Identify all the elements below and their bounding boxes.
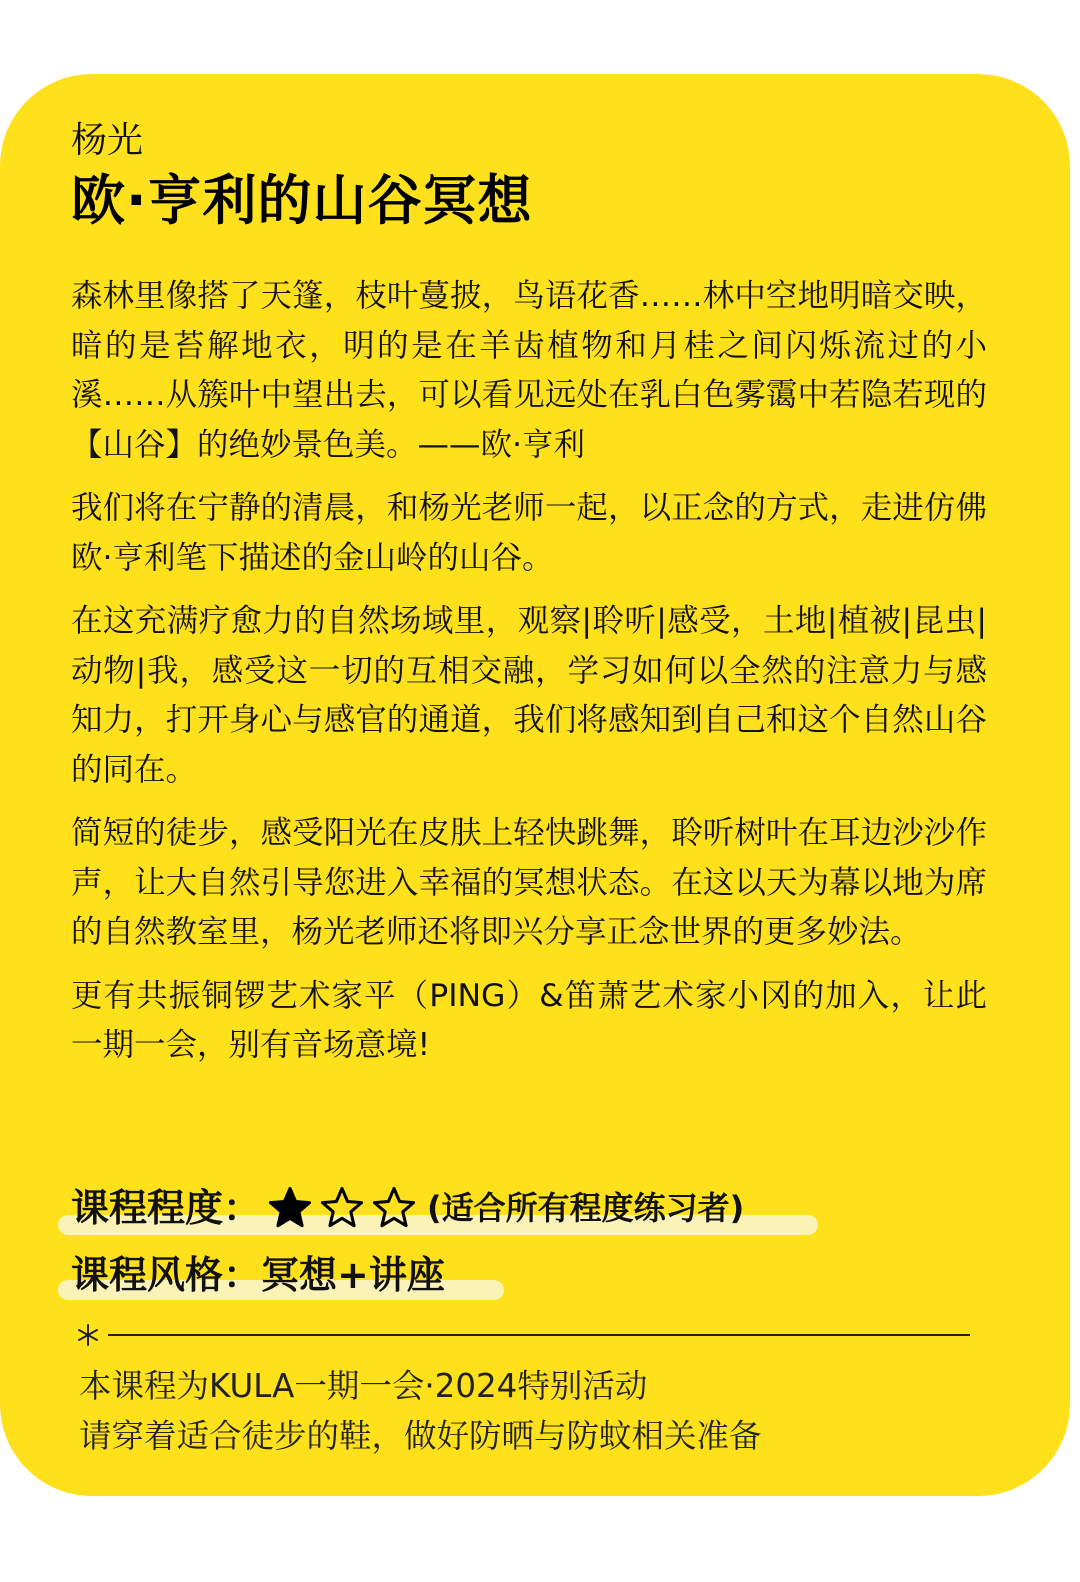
asterisk-icon xyxy=(79,1325,97,1345)
course-level-note: (适合所有程度练习者) xyxy=(427,1189,745,1227)
course-style-value: 冥想+讲座 xyxy=(261,1253,445,1297)
course-style-label: 课程风格： xyxy=(71,1253,262,1297)
star-outline-icon xyxy=(319,1185,365,1231)
description-paragraph: 我们将在宁静的清晨，和杨光老师一起，以正念的方式，走进仿佛欧·亨利笔下描述的金山岭的山谷。 xyxy=(71,490,987,576)
footer-notes xyxy=(79,1361,762,1461)
event-title: 欧·亨利的山谷冥想 xyxy=(71,169,533,232)
star-filled-icon xyxy=(267,1185,313,1231)
description xyxy=(71,272,987,1085)
rating-stars xyxy=(267,1185,423,1231)
star-outline-icon xyxy=(371,1185,417,1231)
course-level-label: 课程程度： xyxy=(71,1186,262,1230)
description-paragraph: 简短的徒步，感受阳光在皮肤上轻快跳舞，聆听树叶在耳边沙沙作声，让大自然引导您进入幸福的冥想状态。在这以天为幕以地为席的自然教室里，杨光老师还将即兴分享正念世界的更多妙法。 xyxy=(71,815,987,950)
course-style-row xyxy=(71,1250,445,1300)
description-paragraph: 森林里像搭了天篷，枝叶蔓披，鸟语花香……林中空地明暗交映，暗的是苔解地衣，明的是在羊齿植物和月桂之间闪烁流过的小溪……从簇叶中望出去，可以看见远处在乳白色雾霭中若隐若现的【山谷】的绝妙景色美。——欧·亨利 xyxy=(71,278,987,463)
description-paragraph: 更有共振铜锣艺术家平（PING）&笛萧艺术家小冈的加入，让此一期一会，别有音场意境! xyxy=(71,977,987,1063)
footer-line: 请穿着适合徒步的鞋，做好防晒与防蚊相关准备 xyxy=(79,1417,762,1455)
description-paragraph: 在这充满疗愈力的自然场域里，观察|聆听|感受，土地|植被|昆虫|动物|我，感受这一切的互相交融，学习如何以全然的注意力与感知力，打开身心与感官的通道，我们将感知到自己和这个自然山谷的同在。 xyxy=(71,603,987,788)
instructor-name: 杨光 xyxy=(71,120,144,161)
course-level-row xyxy=(71,1183,744,1233)
footer-line: 本课程为KULA一期一会·2024特别活动 xyxy=(79,1367,648,1405)
divider xyxy=(76,1323,972,1347)
